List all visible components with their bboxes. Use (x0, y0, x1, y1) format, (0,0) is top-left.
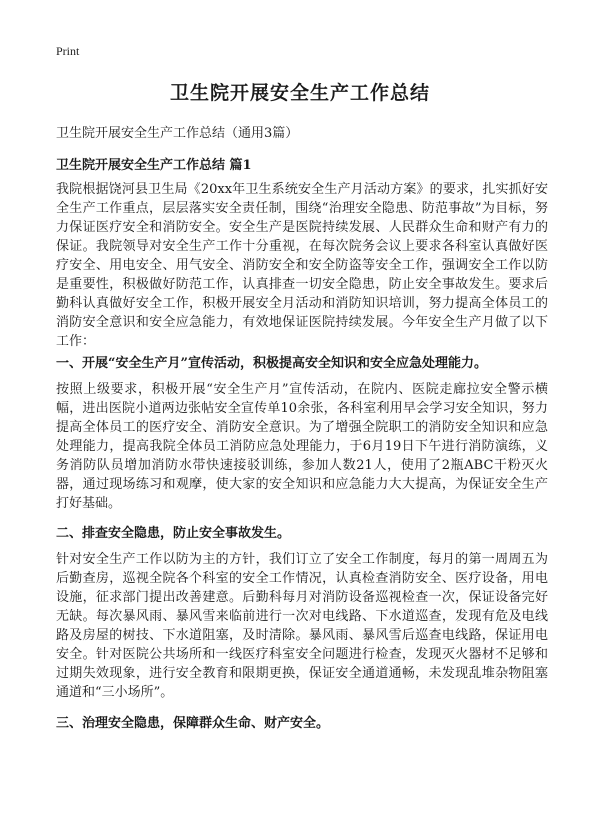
section-2-body: 针对安全生产工作以防为主的方针，我们订立了安全工作制度，每月的第一周周五为后勤查房，巡视全院各个科室的安全工作情况，认真检查消防安全、医疗设备，用电设施，征求部门提出改善建意。后勤科每月对消防设备巡视检查一次，保证设备完好无缺。每次暴风雨、暴风雪来临前进行一次对电线路、下水道巡查，发现有危及电线路及房屋的树技、下水道阻塞，及时清除。暴风雨、暴风雪后巡查电线路，保证用电安全。针对医院公共场所和一线医疗科室安全问题进行检查，发现灭火器材不足够和过期失效现象，进行安全教育和限期更换，保证安全通道通畅，未发现乱堆杂物阻塞通道和“三小场所”。 (56, 552, 548, 700)
section-2-heading: 二、排查安全隐患，防止安全事故发生。 (56, 526, 291, 541)
document-title: 卫生院开展安全生产工作总结 (169, 82, 430, 104)
intro-paragraph: 我院根据饶河县卫生局《20xx年卫生系统安全生产月活动方案》的要求，扎实抓好安全生产工作重点，层层落实安全责任制，围绕“治理安全隐患、防范事故”为目标，努力保证医疗安全和消防安全。安全生产是医院持续发展、人民群众生命和财产有力的保证。我院领导对安全生产工作十分重视，在每次院务会议上要求各科室认真做好医疗安全、用电安全、用气安全、消防安全和安全防盗等安全工作，强调安全工作以防是重要性，积极做好防范工作，认真排查一切安全隐患，防止安全事故发生。要求后勤科认真做好安全工作，积极开展安全月活动和消防知识培训，努力提高全体员工的消防安全意识和安全应急能力，有效地保证医院持续发展。今年安全生产月做了以下工作： (56, 182, 548, 349)
section-3-heading: 三、治理安全隐患，保障群众生命、财产安全。 (56, 716, 330, 731)
print-label[interactable]: Print (56, 44, 80, 58)
document-subtitle: 卫生院开展安全生产工作总结（通用3篇） (56, 126, 299, 141)
section-1-body: 按照上级要求，积极开展“安全生产月”宣传活动，在院内、医院走廊拉安全警示横幅，进出医院小道两边张帖安全宣传单10余张，各科室利用早会学习安全知识，努力提高全体员工的医疗安全、消防安全意识。为了增强全院职工的消防安全知识和应急处理能力，提高我院全体员工消防应急处理能力，于6月19日下午进行消防演练，义务消防队员增加消防水带快速接驳训练，参加人数21人，使用了2瓶ABC干粉灭火器，通过现场练习和观摩，使大家的安全知识和应急能力大大提高，为保证安全生产打好基础。 (56, 382, 548, 511)
section-1-heading: 一、开展“安全生产月”宣传活动，积极提高安全知识和安全应急处理能力。 (56, 356, 487, 371)
part-heading: 卫生院开展安全生产工作总结 篇1 (56, 158, 252, 173)
